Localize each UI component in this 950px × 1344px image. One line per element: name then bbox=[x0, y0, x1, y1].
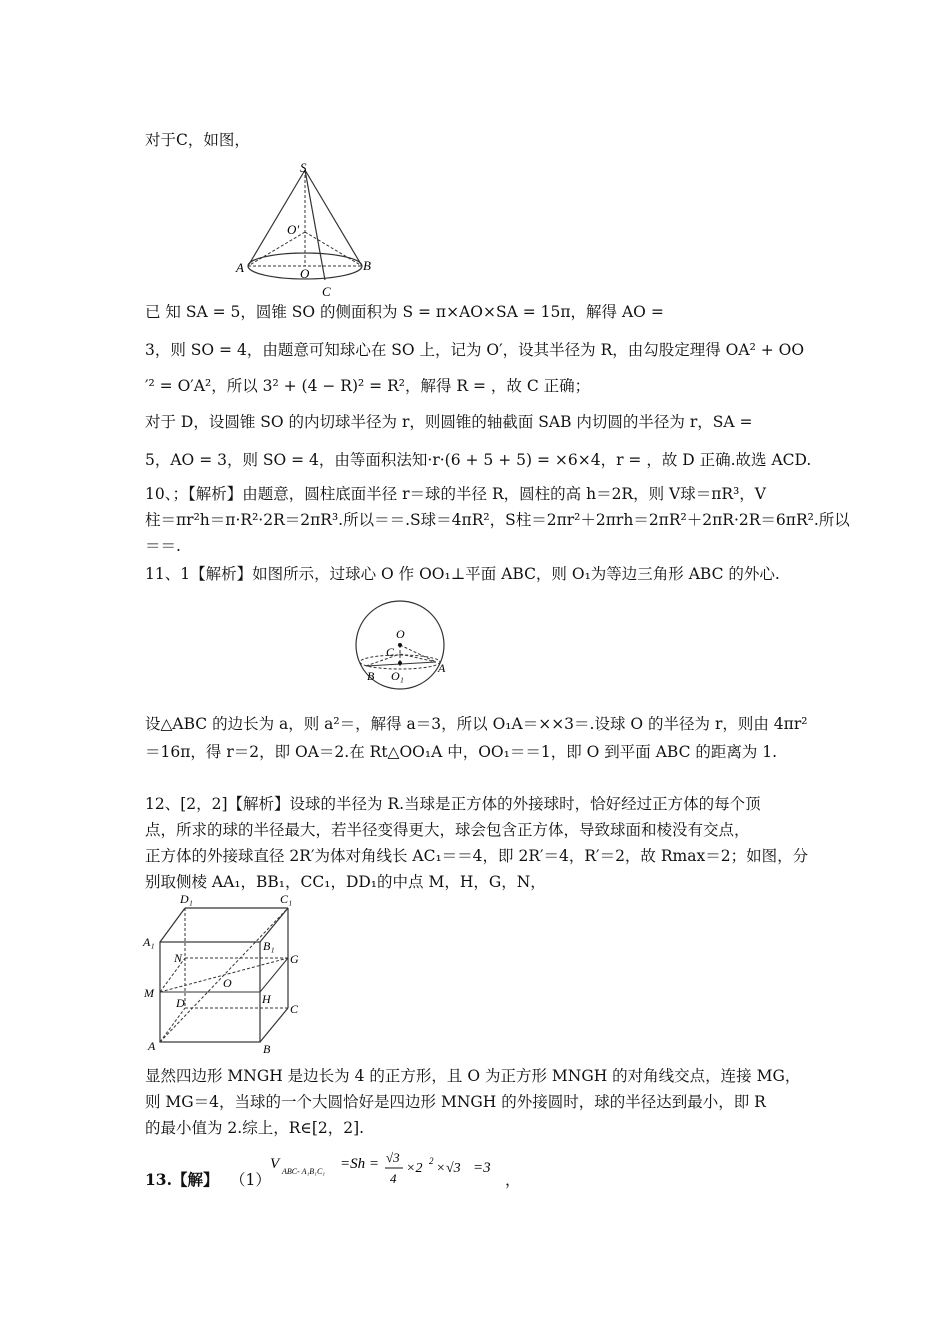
cube-label-g: G bbox=[290, 952, 299, 966]
text-line-1: 对于C，如图， bbox=[145, 131, 250, 149]
cone-figure bbox=[230, 160, 380, 300]
text-line-16: 别取侧棱 AA₁，BB₁，CC₁，DD₁的中点 M，H，G，N， bbox=[145, 873, 546, 891]
formula-result: =3 bbox=[473, 1160, 491, 1176]
text-line-6: 5，AO = 3，则 SO = 4，由等面积法知·r·(6 + 5 + 5) = ×6×4，r = ，故 D 正确.故选 ACD. bbox=[145, 451, 812, 469]
cube-mid-hg bbox=[260, 958, 288, 992]
cone-label-c: C bbox=[322, 284, 331, 299]
cone-edge-left bbox=[248, 170, 305, 266]
text-line-12: ＝16π，得 r＝2，即 OA＝2.在 Rt△OO₁A 中，OO₁＝＝1，即 O 到平面 ABC 的距离为 1. bbox=[145, 743, 778, 761]
formula-sub: ABC- A₁B₁C₁ bbox=[282, 1167, 326, 1176]
sphere-figure bbox=[348, 600, 452, 692]
text-line-10: 11、1【解析】如图所示，过球心 O 作 OO₁⊥平面 ABC，则 O₁为等边三角形 ABC 的外心. bbox=[145, 565, 780, 583]
sphere-point-o bbox=[398, 643, 402, 647]
cube-edge-ad bbox=[160, 1008, 185, 1042]
problem-13-end: ， bbox=[505, 1171, 521, 1189]
sphere-label-a: A bbox=[438, 661, 446, 675]
volume-formula bbox=[268, 1150, 508, 1192]
cone-o-prime-a bbox=[248, 232, 305, 266]
sphere-point-o1 bbox=[398, 661, 402, 665]
cube-label-b1: B₁ bbox=[263, 939, 275, 953]
cube-label-a: A bbox=[148, 1039, 156, 1053]
cube-diag-ac1 bbox=[160, 908, 288, 1042]
text-line-18: 则 MG＝4，当球的一个大圆恰好是四边形 MNGH 的外接圆时，球的半径达到最小，即 R bbox=[145, 1093, 766, 1111]
text-line-7: 10、；【解析】由题意，圆柱底面半径 r＝球的半径 R，圆柱的高 h＝2R，则 V球＝πR³，V bbox=[145, 485, 766, 503]
formula-eq: =Sh = bbox=[340, 1156, 379, 1172]
formula-v: V bbox=[270, 1156, 280, 1172]
text-line-9: ＝＝. bbox=[145, 537, 181, 555]
sphere-radius-oa bbox=[400, 645, 436, 662]
text-line-17: 显然四边形 MNGH 是边长为 4 的正方形，且 O 为正方形 MNGH 的对角线交点，连接 MG， bbox=[145, 1067, 801, 1085]
text-line-19: 的最小值为 2.综上，R∈[2，2]. bbox=[145, 1119, 365, 1137]
text-line-3: 3，则 SO = 4，由题意可知球心在 SO 上，记为 O′，设其半径为 R，由勾股定理得 OA² + OO bbox=[145, 341, 805, 359]
cube-figure bbox=[140, 890, 310, 1060]
formula-sqrt3: √3 bbox=[386, 1150, 400, 1165]
text-line-2: 已 知 SA = 5，圆锥 SO 的侧面积为 S = π×AO×SA = 15π，解得 AO = bbox=[145, 303, 664, 321]
cone-label-a: A bbox=[236, 260, 244, 275]
text-line-4: ′² = O′A²，所以 3² + (4 − R)² = R²，解得 R = ，故 C 正确； bbox=[145, 377, 591, 395]
text-line-15: 正方体的外接球直径 2R′为体对角线长 AC₁＝＝4，即 2R′＝4，R′＝2，故 Rmax＝2；如图，分 bbox=[145, 847, 809, 865]
cube-label-m: M bbox=[144, 986, 154, 1000]
cube-label-b: B bbox=[263, 1042, 271, 1056]
sphere-label-c: C bbox=[386, 645, 395, 659]
problem-13-heading: 13.【解】 bbox=[145, 1170, 219, 1189]
text-line-11: 设△ABC 的边长为 a，则 a²＝，解得 a＝3，所以 O₁A＝××3＝.设球 O 的半径为 r，则由 4πr² bbox=[145, 715, 808, 733]
cone-label-b: B bbox=[363, 258, 371, 273]
text-line-14: 点，所求的球的半径最大，若半径变得更大，球会包含正方体，导致球面和棱没有交点， bbox=[145, 821, 750, 839]
cube-edge-bc bbox=[260, 1008, 288, 1042]
formula-sqrt3b: √3 bbox=[446, 1161, 461, 1176]
formula-times2: × bbox=[436, 1161, 446, 1176]
cube-label-o: O bbox=[223, 976, 232, 990]
cube-label-a1: A₁ bbox=[143, 935, 155, 949]
formula-times1: ×2 bbox=[406, 1161, 423, 1176]
cube-label-c: C bbox=[290, 1002, 299, 1016]
cube-label-d1: D₁ bbox=[180, 892, 193, 906]
problem-13-part: （1） bbox=[230, 1171, 271, 1189]
cube-edge-b1c1 bbox=[260, 908, 288, 942]
cube-edge-a1d1 bbox=[160, 908, 185, 942]
cone-label-s: S bbox=[300, 160, 307, 175]
text-line-8: 柱＝πr²h＝π·R²·2R＝2πR³.所以＝＝.S球＝4πR²，S柱＝2πr²＋2πrh＝2πR²＋2πR·2R＝6πR².所以 bbox=[145, 511, 850, 529]
cube-label-d: D bbox=[176, 996, 185, 1010]
text-line-13: 12、[2，2]【解析】设球的半径为 R.当球是正方体的外接球时，恰好经过正方体的每个顶 bbox=[145, 795, 761, 813]
cube-label-h: H bbox=[262, 992, 271, 1006]
formula-four: 4 bbox=[390, 1171, 397, 1186]
sphere-label-o1: O₁ bbox=[391, 669, 404, 683]
cube-label-n: N bbox=[174, 951, 183, 965]
cone-label-o: O bbox=[300, 266, 310, 281]
cone-o-prime-c bbox=[305, 232, 362, 266]
cone-label-o-prime: O′ bbox=[287, 222, 300, 237]
cube-label-c1: C₁ bbox=[280, 892, 293, 906]
sphere-label-o: O bbox=[396, 627, 405, 641]
sphere-label-b: B bbox=[367, 669, 375, 683]
formula-pow: 2 bbox=[429, 1156, 434, 1166]
text-line-5: 对于 D，设圆锥 SO 的内切球半径为 r，则圆锥的轴截面 SAB 内切圆的半径为 r，SA = bbox=[145, 413, 753, 431]
